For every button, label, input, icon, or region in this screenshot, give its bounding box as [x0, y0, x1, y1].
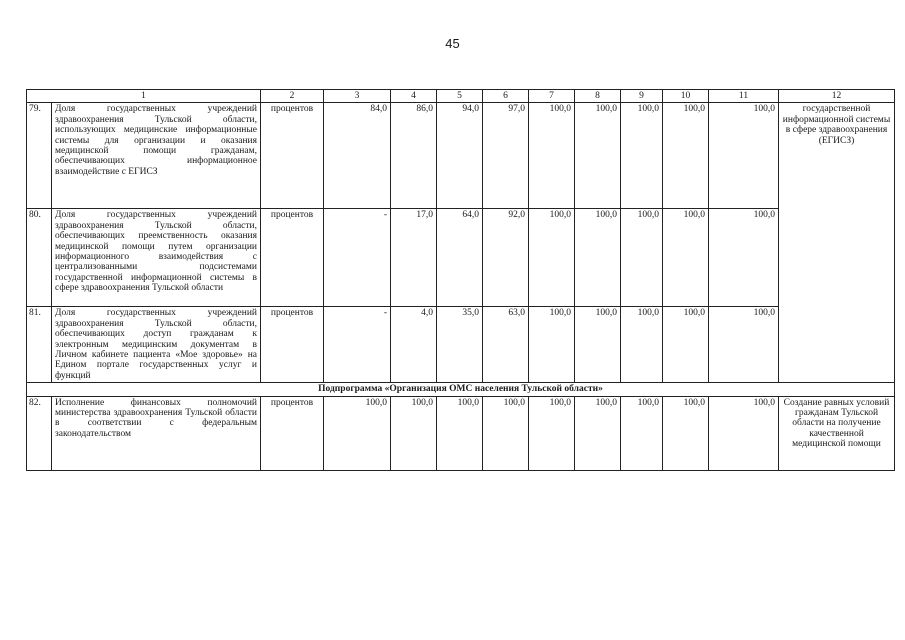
value-cell: 100,0 — [324, 396, 391, 470]
value-cell: 100,0 — [483, 396, 529, 470]
indicators-table — [26, 89, 895, 471]
value-cell: 100,0 — [709, 103, 779, 209]
header-cell-7: 7 — [529, 90, 575, 103]
value-cell: 100,0 — [663, 396, 709, 470]
table-row — [27, 209, 895, 307]
header-cell-12: 12 — [779, 90, 895, 103]
header-cell-5: 5 — [437, 90, 483, 103]
value-cell: 64,0 — [437, 209, 483, 307]
value-cell: 86,0 — [391, 103, 437, 209]
value-cell: 100,0 — [621, 103, 663, 209]
header-cell-9: 9 — [621, 90, 663, 103]
value-cell: 4,0 — [391, 307, 437, 383]
table-row — [27, 396, 895, 470]
unit-cell: процентов — [261, 209, 324, 307]
row-number: 81. — [27, 307, 52, 383]
value-cell: 100,0 — [663, 307, 709, 383]
value-cell: 100,0 — [621, 396, 663, 470]
row-number: 79. — [27, 103, 52, 209]
row-number: 80. — [27, 209, 52, 307]
indicator-text: Доля государственных учреждений здравоохранения Тульской области, использующих медицинские информационные системы для организации и оказания медицинской помощи гражданам, обеспечивающих информационное взаимодействие с ЕГИСЗ — [52, 103, 261, 209]
value-cell: 63,0 — [483, 307, 529, 383]
value-cell: 100,0 — [709, 307, 779, 383]
value-cell: 100,0 — [529, 103, 575, 209]
header-cell-10: 10 — [663, 90, 709, 103]
table-row — [27, 103, 895, 209]
header-cell-8: 8 — [575, 90, 621, 103]
value-cell: 100,0 — [663, 103, 709, 209]
header-cell-3: 3 — [324, 90, 391, 103]
header-cell-4: 4 — [391, 90, 437, 103]
value-cell: 100,0 — [575, 103, 621, 209]
value-cell: 100,0 — [529, 396, 575, 470]
value-cell: 92,0 — [483, 209, 529, 307]
header-cell-6: 6 — [483, 90, 529, 103]
value-cell: 100,0 — [529, 209, 575, 307]
value-cell: 100,0 — [575, 209, 621, 307]
value-cell: 97,0 — [483, 103, 529, 209]
value-cell: 100,0 — [621, 307, 663, 383]
page-number: 45 — [445, 36, 460, 51]
row-number: 82. — [27, 396, 52, 470]
value-cell: 100,0 — [575, 396, 621, 470]
note-cell: государственной информационной системы в сфере здравоохранения (ЕГИСЗ) — [779, 103, 895, 383]
value-cell: 100,0 — [709, 396, 779, 470]
indicator-text: Исполнение финансовых полномочий министерства здравоохранения Тульской области в соответствии с федеральным законодательством — [52, 396, 261, 470]
value-cell: 17,0 — [391, 209, 437, 307]
value-cell: 100,0 — [437, 396, 483, 470]
value-cell: 100,0 — [529, 307, 575, 383]
value-cell: 100,0 — [575, 307, 621, 383]
indicator-text: Доля государственных учреждений здравоохранения Тульской области, обеспечивающих доступ гражданам к электронным медицинским документам в Личном кабинете пациента «Мое здоровье» на Едином портале государственных услуг и функций — [52, 307, 261, 383]
value-cell: 35,0 — [437, 307, 483, 383]
unit-cell: процентов — [261, 396, 324, 470]
subprogram-row — [27, 383, 895, 396]
subprogram-title: Подпрограмма «Организация ОМС населения Тульской области» — [27, 383, 895, 396]
value-cell: 100,0 — [621, 209, 663, 307]
column-numbers-row — [27, 90, 895, 103]
indicator-text: Доля государственных учреждений здравоохранения Тульской области, обеспечивающих преемственность оказания медицинской помощи путем организации информационного взаимодействия с централизованными подсистемами государственной информационной системы в сфере здравоохранения Тульской области — [52, 209, 261, 307]
unit-cell: процентов — [261, 103, 324, 209]
header-cell-11: 11 — [709, 90, 779, 103]
table-row — [27, 307, 895, 383]
note-cell: Создание равных условий гражданам Тульской области на получение качественной медицинской помощи — [779, 396, 895, 470]
value-cell: - — [324, 209, 391, 307]
value-cell: 100,0 — [663, 209, 709, 307]
value-cell: 94,0 — [437, 103, 483, 209]
header-cell-2: 2 — [261, 90, 324, 103]
value-cell: 100,0 — [709, 209, 779, 307]
header-cell-1: 1 — [27, 90, 261, 103]
unit-cell: процентов — [261, 307, 324, 383]
value-cell: 100,0 — [391, 396, 437, 470]
value-cell: 84,0 — [324, 103, 391, 209]
value-cell: - — [324, 307, 391, 383]
